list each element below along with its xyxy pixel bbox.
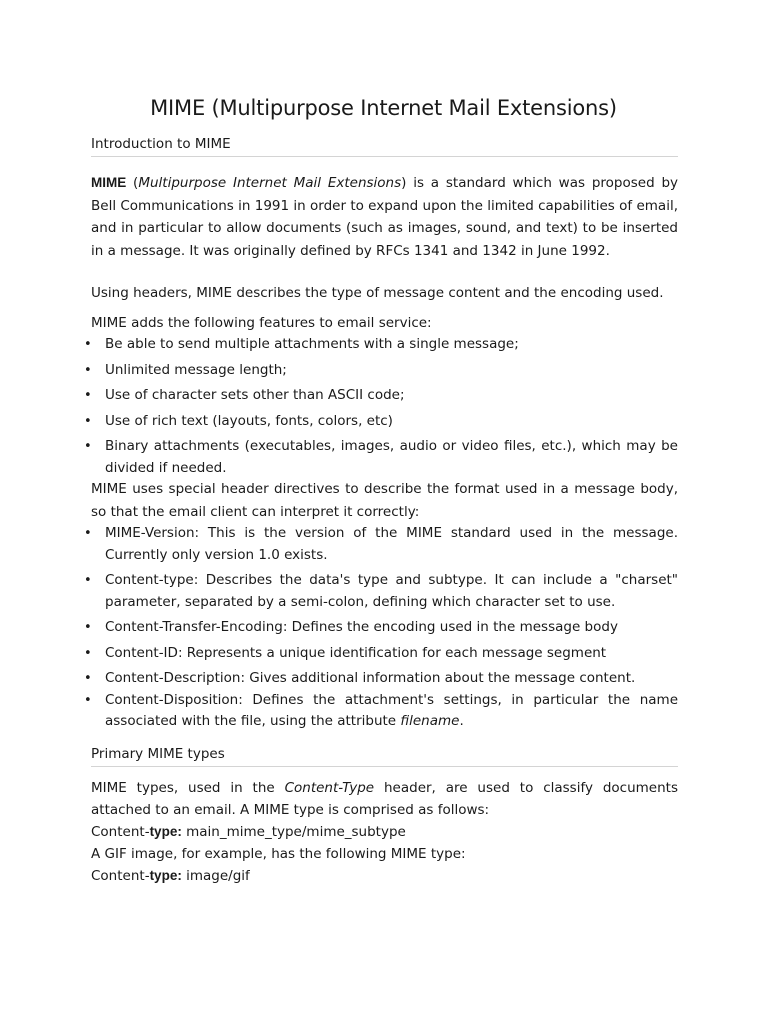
list-item-end: . (459, 713, 464, 729)
format-value: main_mime_type/mime_subtype (181, 823, 406, 840)
bullet-icon: • (84, 388, 92, 403)
list-item (84, 411, 678, 433)
gif-prefix: Content- (91, 867, 150, 884)
bullet-icon: • (84, 645, 92, 661)
list-item (84, 523, 678, 566)
list-item-text: Be able to send multiple attachments with a single message; (105, 336, 519, 352)
types-end: header, are used to classify documents attached to an email. A MIME type is comprised as follows: (91, 779, 678, 818)
list-item (84, 334, 678, 356)
content-type-header-name: Content-Type (284, 779, 375, 796)
format-key: type: (149, 823, 182, 839)
format-line (91, 821, 678, 843)
list-item-text: Content-Transfer-Encoding: Defines the encoding used in the message body (105, 619, 618, 635)
list-item-text: Content-Disposition: Defines the attachment's settings, in particular the name associated with the file, using the attribute (105, 691, 678, 729)
list-item-text: Content-ID: Represents a unique identification for each message segment (105, 644, 607, 661)
features-list (84, 334, 678, 479)
list-item (84, 436, 678, 479)
bullet-icon: • (84, 362, 92, 378)
list-item-text: Binary attachments (executables, images, audio or video files, etc.), which may be divided if needed. (105, 438, 678, 476)
filename-attribute: filename (400, 713, 460, 729)
features-intro: MIME adds the following features to email service: (91, 314, 432, 331)
list-item (84, 690, 678, 733)
bullet-icon: • (84, 337, 92, 352)
types-start: MIME types, used in the (91, 779, 285, 796)
intro-rest: ) is a standard which was proposed by Bell Communications in 1991 in order to expand upon the limited capabilities of email, and in particular to allow documents (such as images, sound, and text) to be inserted in a message. It was originally defined by RFCs 1341 and 1342 in June 1992. (91, 175, 679, 259)
list-item (84, 570, 678, 613)
directives-intro: MIME uses special header directives to describe the format used in a message body, so that the email client can interpret it correctly: (91, 481, 678, 520)
intro-paragraph (91, 172, 678, 262)
bullet-icon: • (84, 692, 92, 708)
intro-term: MIME (91, 175, 127, 190)
bullet-icon: • (84, 671, 92, 686)
list-item-text: MIME-Version: This is the version of the MIME standard used in the message. Currently only version 1.0 exists. (105, 525, 678, 563)
directives-list (84, 523, 678, 733)
page-title: MIME (Multipurpose Internet Mail Extensions) (150, 96, 617, 120)
gif-value: image/gif (181, 867, 250, 884)
list-item (84, 668, 678, 690)
section-heading-intro: Introduction to MIME (91, 136, 678, 157)
gif-key: type: (149, 867, 182, 883)
gif-example-text: A GIF image, for example, has the following MIME type: (91, 845, 466, 862)
list-item-text: Use of character sets other than ASCII code; (105, 387, 405, 403)
list-item (84, 360, 678, 382)
bullet-icon: • (84, 573, 92, 588)
gif-line (91, 865, 678, 887)
list-item (84, 617, 678, 639)
types-paragraph (91, 777, 678, 821)
bullet-icon: • (84, 526, 92, 541)
list-item (84, 643, 678, 665)
format-prefix: Content- (91, 823, 150, 840)
bullet-icon: • (84, 413, 92, 429)
bullet-icon: • (84, 439, 92, 454)
section-heading-types: Primary MIME types (91, 746, 678, 767)
list-item-text: Unlimited message length; (105, 361, 287, 378)
intro-open-paren: ( (126, 175, 139, 191)
intro-expansion: Multipurpose Internet Mail Extensions (138, 175, 402, 191)
bullet-icon: • (84, 620, 92, 635)
list-item-text: Use of rich text (layouts, fonts, colors, etc) (105, 412, 393, 429)
headers-paragraph: Using headers, MIME describes the type of message content and the encoding used. (91, 285, 664, 301)
list-item (84, 385, 678, 407)
document-page (84, 96, 679, 887)
list-item-text: Content-Description: Gives additional information about the message content. (105, 670, 636, 686)
list-item-text: Content-type: Describes the data's type and subtype. It can include a "charset" parameter, separated by a semi-colon, defining which character set to use. (105, 572, 678, 610)
